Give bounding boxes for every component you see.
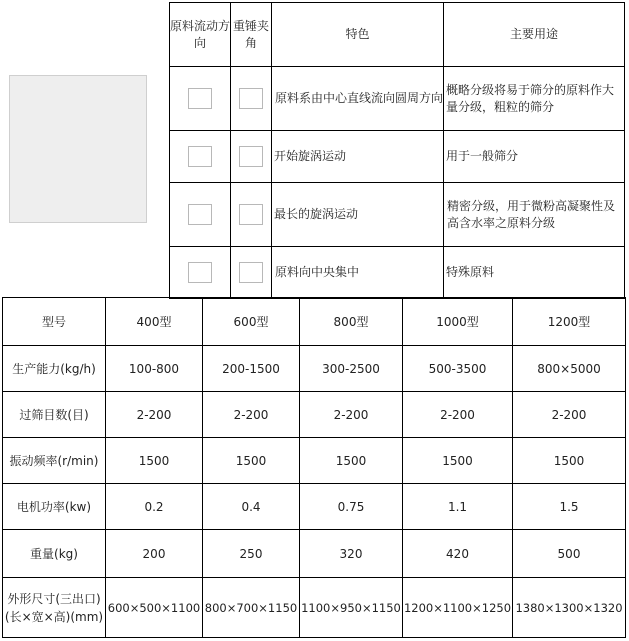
spec-cell: 2-200	[300, 392, 403, 438]
spec-cell: 1500	[513, 438, 626, 484]
feature-row	[170, 183, 625, 247]
spec-cell: 0.4	[203, 484, 300, 530]
hammer-angle-image	[231, 183, 272, 247]
spec-cell: 1200×1100×1250	[403, 578, 513, 638]
spec-cell: 320	[300, 530, 403, 578]
spec-header-cell: 型号	[3, 298, 106, 346]
spec-cell: 600×500×1100	[106, 578, 203, 638]
spec-cell: 500	[513, 530, 626, 578]
spec-cell: 800×700×1150	[203, 578, 300, 638]
spec-row-label: 生产能力(kg/h)	[3, 346, 106, 392]
spec-cell: 1500	[300, 438, 403, 484]
header-hammer-angle: 重锤夹角	[231, 3, 272, 67]
flow-direction-image	[170, 131, 231, 183]
spec-cell: 420	[403, 530, 513, 578]
spec-cell: 0.2	[106, 484, 203, 530]
spec-cell: 1100×950×1150	[300, 578, 403, 638]
spec-row	[3, 484, 626, 530]
hammer-angle-image	[231, 131, 272, 183]
spec-header-row	[3, 298, 626, 346]
spec-header-cell: 800型	[300, 298, 403, 346]
feature-row	[170, 131, 625, 183]
spec-table	[2, 297, 626, 638]
spec-cell: 0.75	[300, 484, 403, 530]
spec-cell: 800×5000	[513, 346, 626, 392]
header-flow-direction: 原料流动方向	[170, 3, 231, 67]
spec-row-label: 过筛目数(目)	[3, 392, 106, 438]
usage-text: 用于一般筛分	[444, 131, 625, 183]
spec-row-label: 外形尺寸(三出口)(长×宽×高)(mm)	[3, 578, 106, 638]
usage-text: 概略分级将易于筛分的原料作大量分级，粗粒的筛分	[444, 67, 625, 131]
spec-row	[3, 346, 626, 392]
feature-text: 开始旋涡运动	[272, 131, 444, 183]
spec-cell: 500-3500	[403, 346, 513, 392]
spec-row-label: 电机功率(kw)	[3, 484, 106, 530]
spec-cell: 200	[106, 530, 203, 578]
flow-direction-image	[170, 67, 231, 131]
spec-header-cell: 1200型	[513, 298, 626, 346]
spec-cell: 1500	[403, 438, 513, 484]
flow-direction-image	[170, 183, 231, 247]
feature-row	[170, 67, 625, 131]
usage-text: 特殊原料	[444, 247, 625, 299]
header-feature: 特色	[272, 3, 444, 67]
spec-row-label: 重量(kg)	[3, 530, 106, 578]
spec-row	[3, 530, 626, 578]
flow-direction-image	[170, 247, 231, 299]
hammer-angle-image	[231, 67, 272, 131]
spec-cell: 1.5	[513, 484, 626, 530]
spec-header-cell: 400型	[106, 298, 203, 346]
spec-cell: 1500	[106, 438, 203, 484]
feature-text: 最长的旋涡运动	[272, 183, 444, 247]
spec-row	[3, 438, 626, 484]
spec-row-label: 振动频率(r/min)	[3, 438, 106, 484]
spec-cell: 2-200	[403, 392, 513, 438]
spec-header-cell: 600型	[203, 298, 300, 346]
spec-cell: 2-200	[203, 392, 300, 438]
feature-row	[170, 247, 625, 299]
spec-header-cell: 1000型	[403, 298, 513, 346]
hammer-angle-image	[231, 247, 272, 299]
spec-row	[3, 578, 626, 638]
feature-table	[169, 2, 625, 299]
header-usage: 主要用途	[444, 3, 625, 67]
spec-cell: 200-1500	[203, 346, 300, 392]
spec-cell: 2-200	[513, 392, 626, 438]
usage-text: 精密分级，用于微粉高凝聚性及高含水率之原料分级	[444, 183, 625, 247]
spec-cell: 250	[203, 530, 300, 578]
spec-cell: 1500	[203, 438, 300, 484]
spec-row	[3, 392, 626, 438]
feature-table-header	[170, 3, 625, 67]
spec-cell: 2-200	[106, 392, 203, 438]
spec-cell: 1380×1300×1320	[513, 578, 626, 638]
spec-cell: 1.1	[403, 484, 513, 530]
feature-text: 原料向中央集中	[272, 247, 444, 299]
product-image-placeholder	[9, 75, 147, 223]
spec-cell: 100-800	[106, 346, 203, 392]
feature-text: 原料系由中心直线流向圆周方向	[272, 67, 444, 131]
spec-cell: 300-2500	[300, 346, 403, 392]
